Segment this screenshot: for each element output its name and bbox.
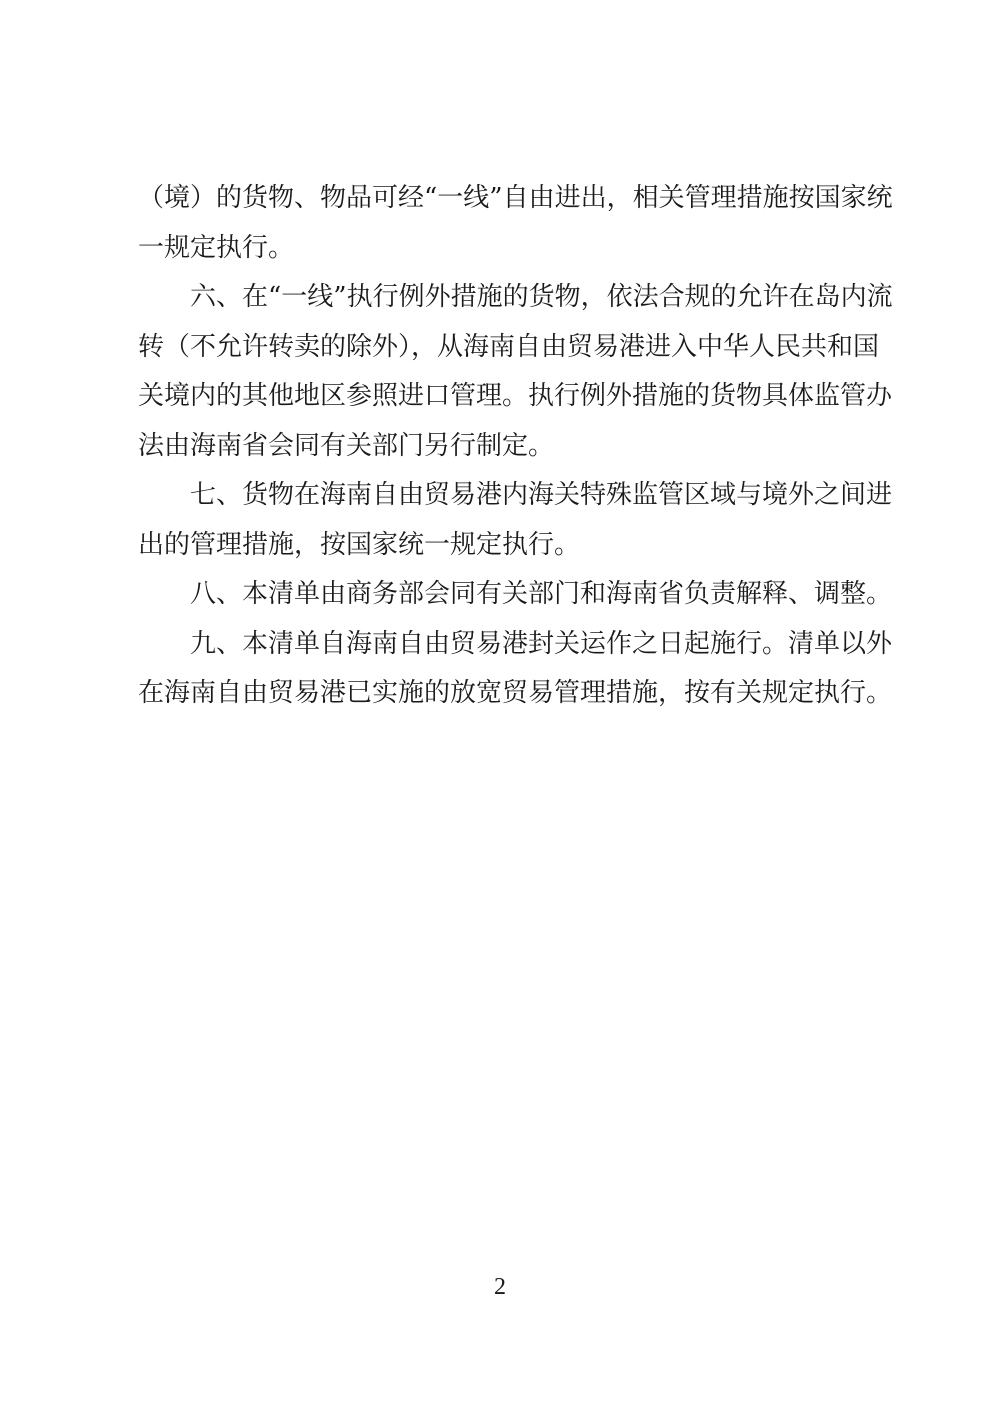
paragraph-6-line-3: 关境内的其他地区参照进口管理。执行例外措施的货物具体监管办: [138, 381, 893, 411]
paragraph-6-line-1: 六、在“一线”执行例外措施的货物，依法合规的允许在岛内流: [190, 282, 893, 312]
page-number: 2: [494, 1274, 506, 1300]
paragraph-7-line-1: 七、货物在海南自由贸易港内海关特殊监管区域与境外之间进: [190, 480, 893, 510]
paragraph-8-line-1: 八、本清单由商务部会同有关部门和海南省负责解释、调整。: [190, 579, 893, 609]
paragraph-7-line-2: 出的管理措施，按国家统一规定执行。: [138, 530, 581, 560]
paragraph-6-line-2: 转（不允许转卖的除外），从海南自由贸易港进入中华人民共和国: [138, 332, 880, 362]
paragraph-6-line-4: 法由海南省会同有关部门另行制定。: [138, 431, 555, 461]
paragraph-9-line-1: 九、本清单自海南自由贸易港封关运作之日起施行。清单以外: [190, 629, 893, 659]
paragraph-5-line-2: 一规定执行。: [138, 233, 295, 263]
paragraph-5-line-1: （境）的货物、物品可经“一线”自由进出，相关管理措施按国家统: [138, 183, 893, 213]
paragraph-9-line-2: 在海南自由贸易港已实施的放宽贸易管理措施，按有关规定执行。: [138, 678, 893, 708]
